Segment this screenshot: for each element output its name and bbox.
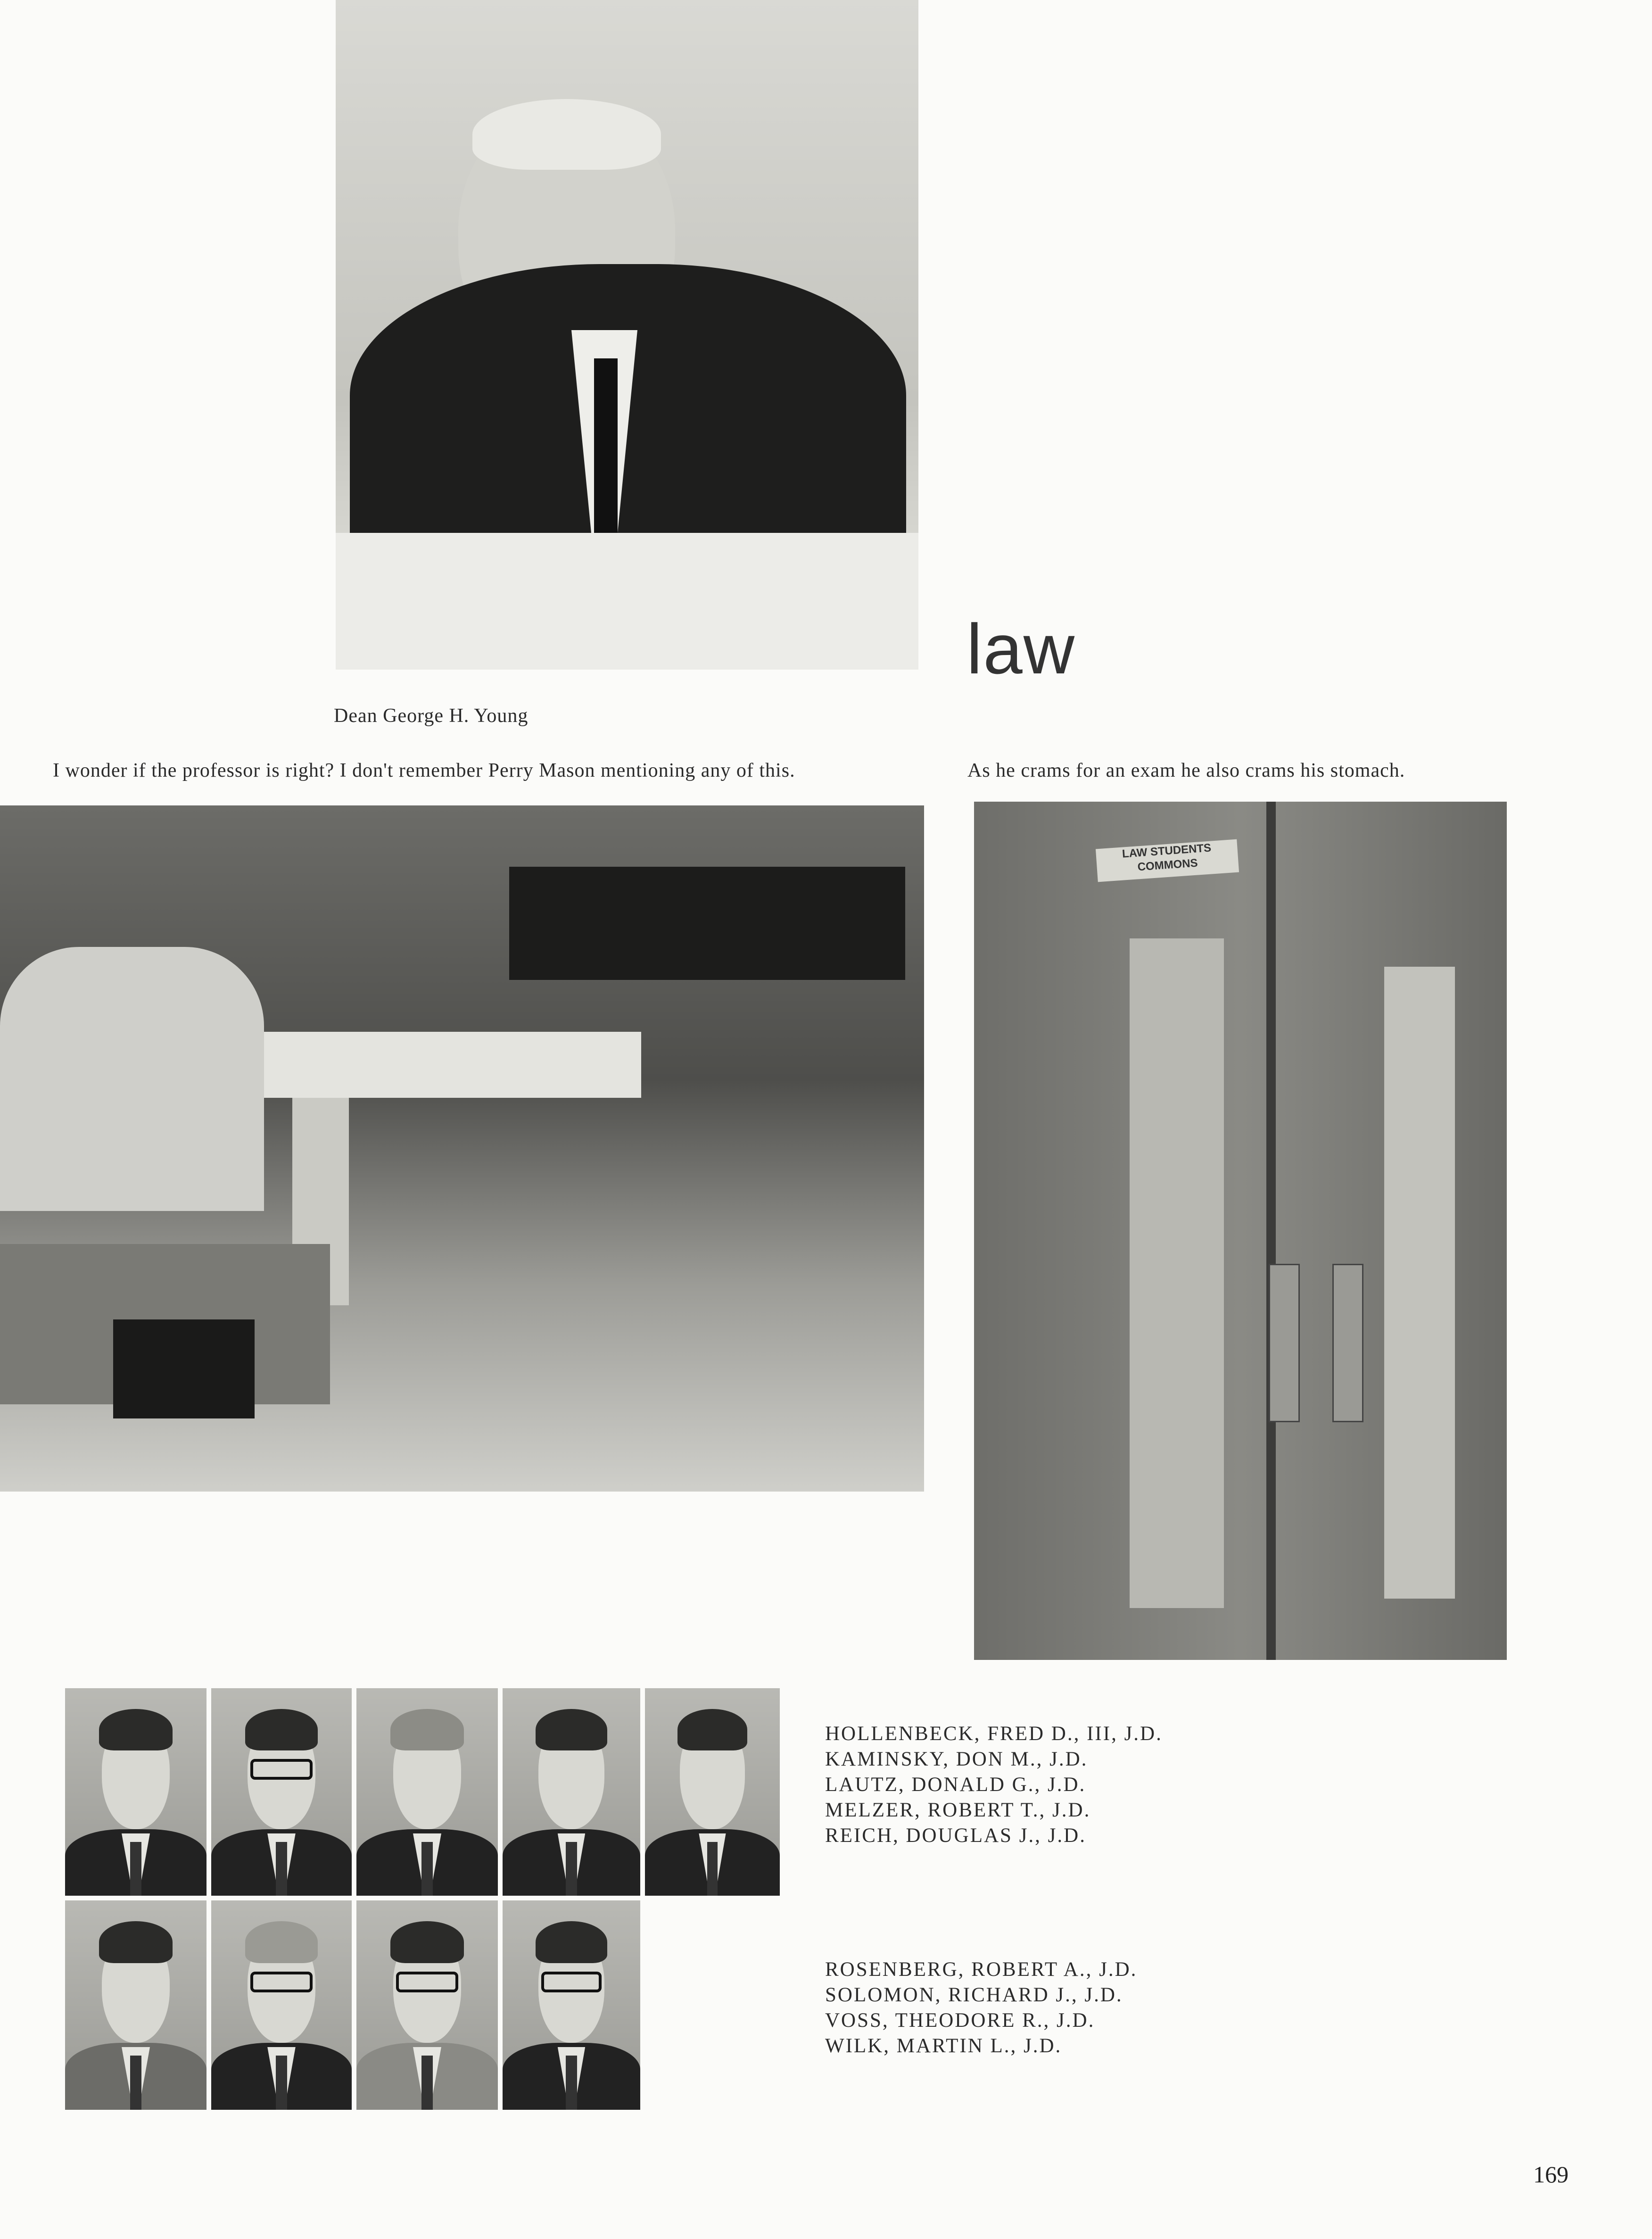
commons-caption: As he crams for an exam he also crams his stomach. xyxy=(967,760,1405,781)
commons-door-photo xyxy=(974,802,1507,1660)
portrait-lautz xyxy=(356,1688,498,1896)
portrait-solomon xyxy=(211,1900,352,2110)
roster-name: WILK, MARTIN L., J.D. xyxy=(825,2035,1062,2057)
roster-top xyxy=(825,1721,1163,1849)
roster-name: VOSS, THEODORE R., J.D. xyxy=(825,2009,1095,2032)
roster-name: ROSENBERG, ROBERT A., J.D. xyxy=(825,1958,1138,1981)
portrait-hollenbeck xyxy=(65,1688,206,1896)
portrait-wilk xyxy=(503,1900,640,2110)
section-title: law xyxy=(966,609,1076,688)
commons-sign: LAW STUDENTS COMMONS xyxy=(1096,839,1239,882)
portrait-rosenberg xyxy=(65,1900,206,2110)
dean-portrait-photo xyxy=(336,0,918,670)
roster-name: KAMINSKY, DON M., J.D. xyxy=(825,1748,1088,1770)
roster-bottom xyxy=(825,1957,1137,2059)
roster-name: MELZER, ROBERT T., J.D. xyxy=(825,1799,1091,1821)
roster-name: REICH, DOUGLAS J., J.D. xyxy=(825,1824,1086,1847)
portrait-melzer xyxy=(503,1688,640,1896)
classroom-caption: I wonder if the professor is right? I don't remember Perry Mason mentioning any of this. xyxy=(53,760,795,781)
dean-caption: Dean George H. Young xyxy=(334,705,529,727)
page-number: 169 xyxy=(1533,2161,1569,2188)
lecture-hall-photo xyxy=(0,805,924,1492)
roster-name: LAUTZ, DONALD G., J.D. xyxy=(825,1774,1086,1796)
portrait-kaminsky xyxy=(211,1688,352,1896)
roster-name: SOLOMON, RICHARD J., J.D. xyxy=(825,1984,1123,2006)
portrait-reich xyxy=(645,1688,780,1896)
portrait-voss xyxy=(356,1900,498,2110)
roster-name: HOLLENBECK, FRED D., III, J.D. xyxy=(825,1723,1163,1745)
